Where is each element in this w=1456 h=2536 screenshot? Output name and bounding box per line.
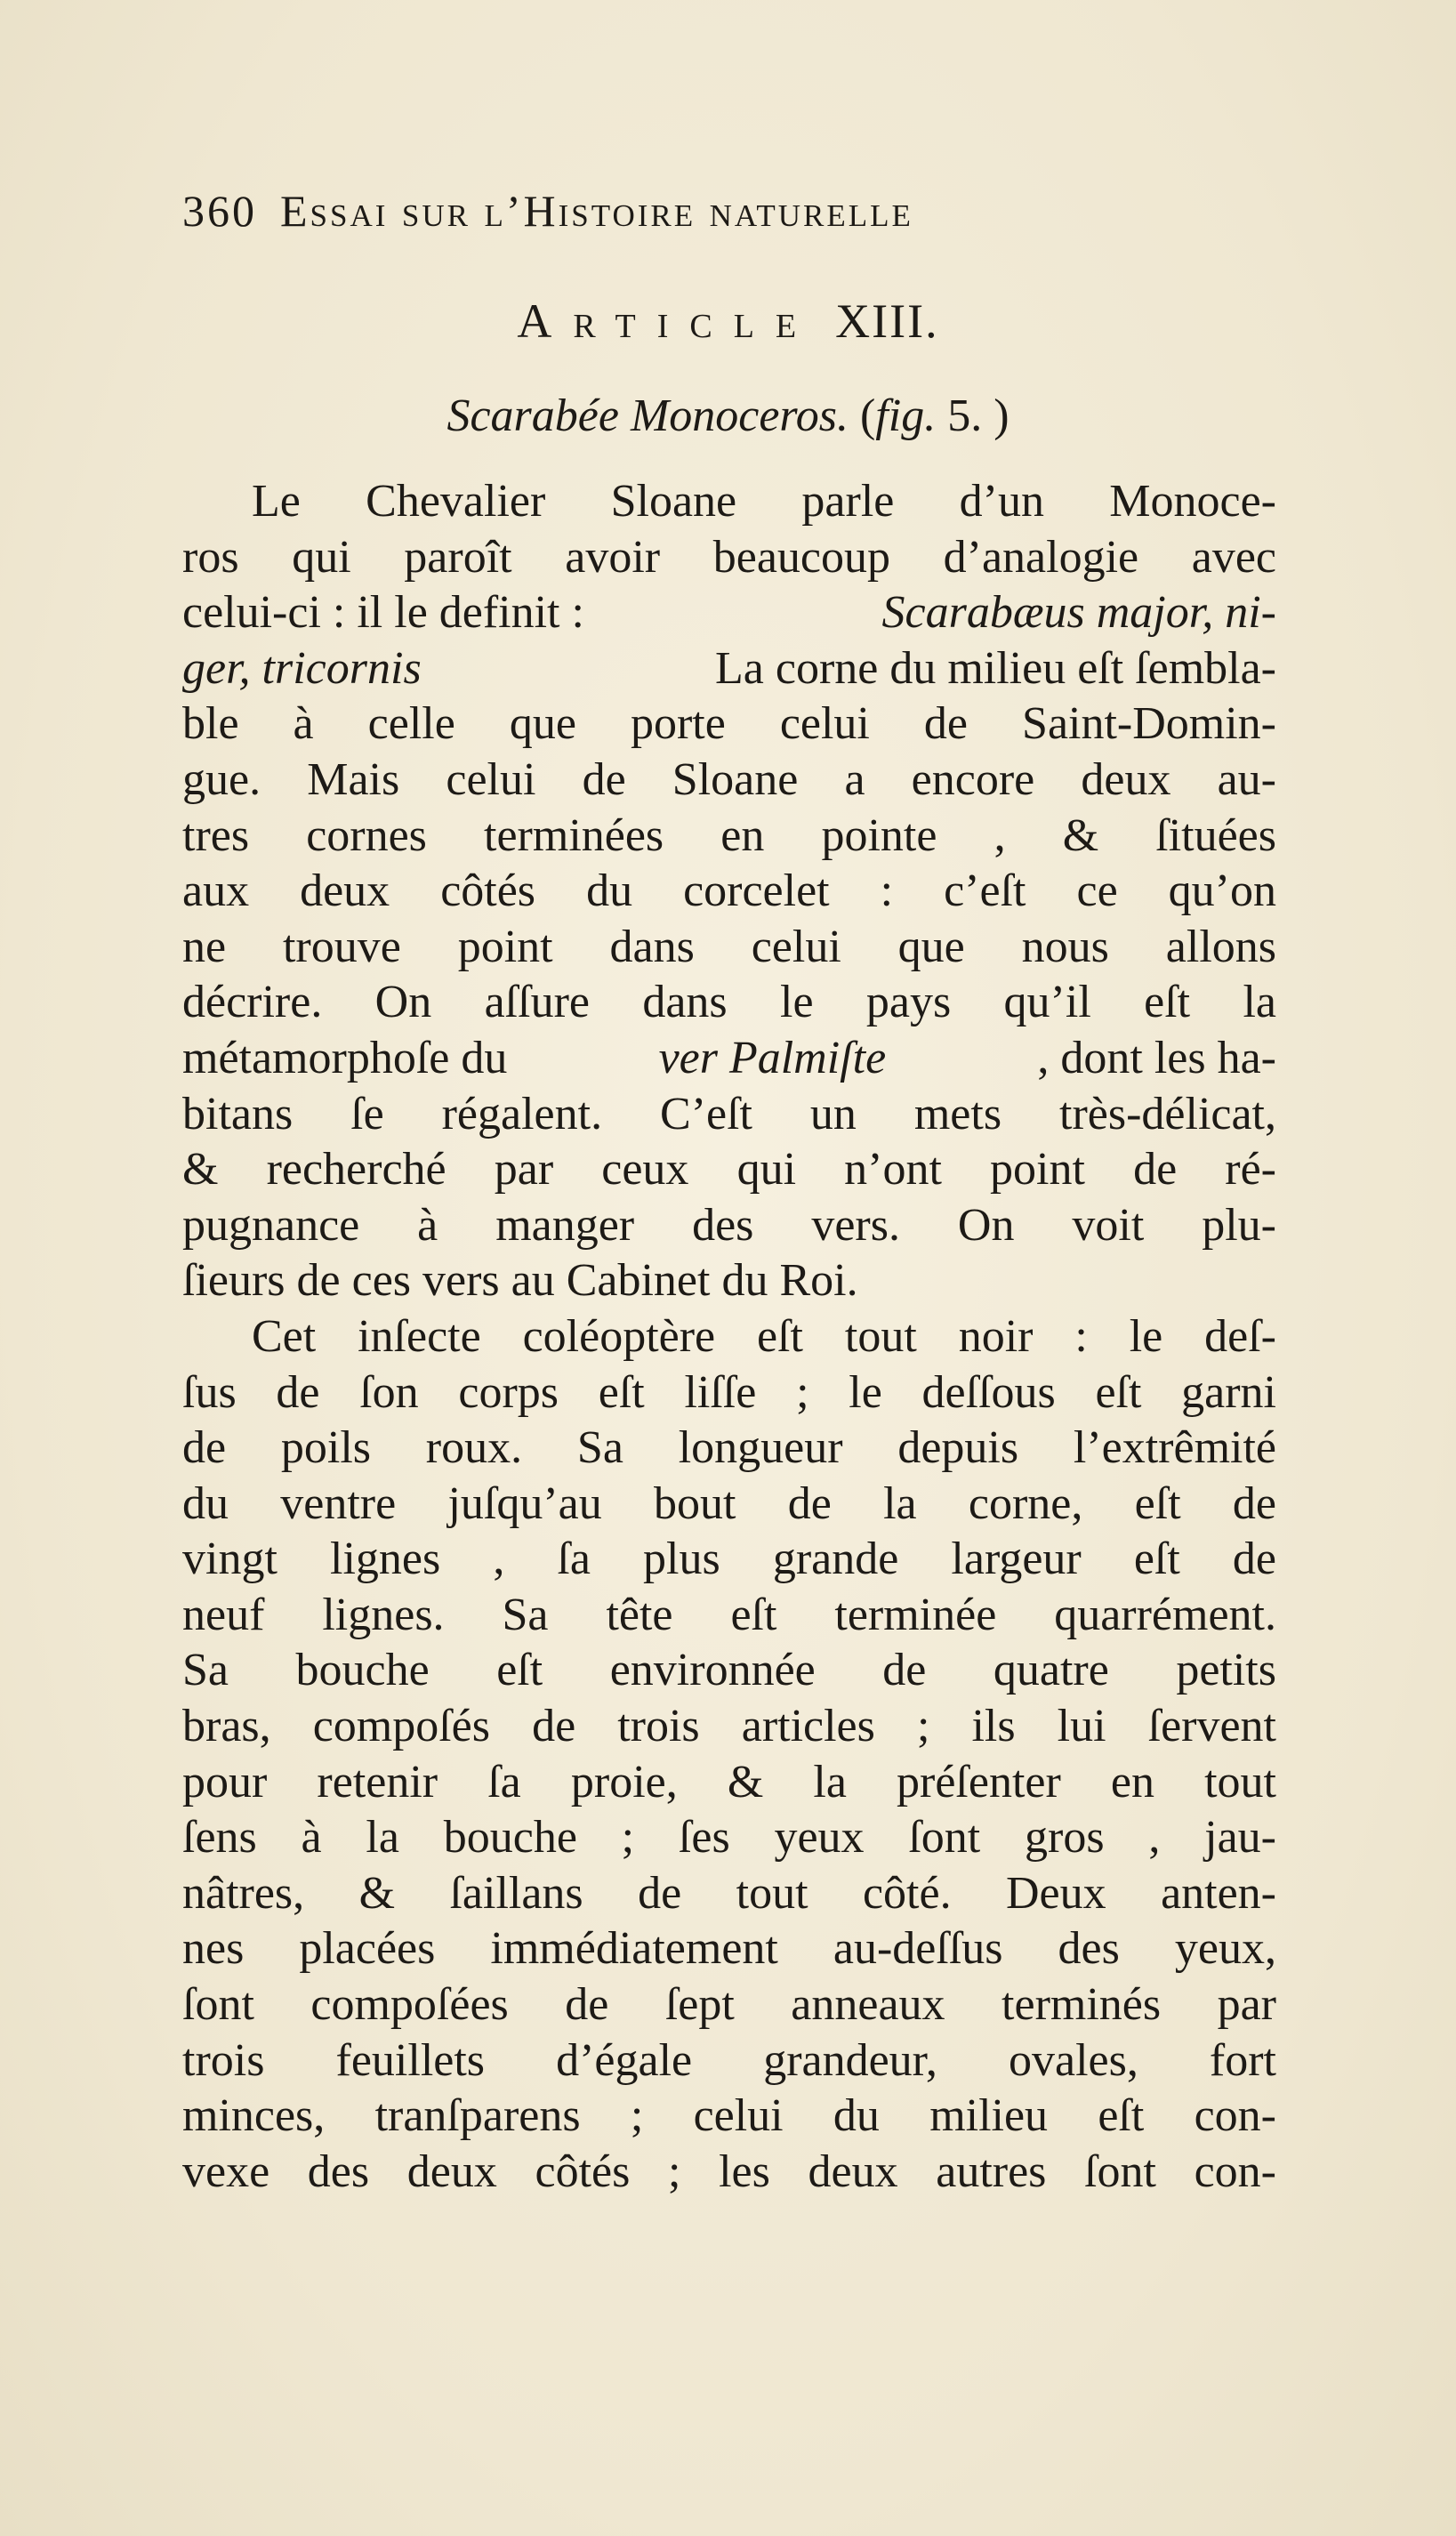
text-line: vingt lignes , ſa plus grande largeur eſt de	[182, 1534, 1276, 1585]
text-line: gue. Mais celui de Sloane a encore deux au-	[182, 753, 1276, 805]
text-line: du ventre juſqu’au bout de la corne, eſt de	[182, 1477, 1276, 1529]
text-line: Cet inſecte coléoptère eſt tout noir : le deſ-	[252, 1310, 1276, 1362]
text-line: de poils roux. Sa longueur depuis l’extrêmité	[182, 1422, 1276, 1474]
text-line: ros qui paroît avoir beaucoup d’analogie avec	[182, 531, 1276, 583]
text-line: ne trouve point dans celui que nous allons	[182, 921, 1276, 972]
figure-number: 5. )	[936, 390, 1010, 441]
article-numeral: XIII.	[835, 294, 939, 348]
text-line: tres cornes terminées en pointe , & ſituées	[182, 809, 1276, 861]
text-line: ſieurs de ces vers au Cabinet du Roi.	[182, 1255, 858, 1307]
text-line: nes placées immédiatement au-deſſus des yeux,	[182, 1923, 1276, 1975]
text-line: bitans ſe régalent. C’eſt un mets très-délicat,	[182, 1088, 1276, 1139]
text-line: trois feuillets d’égale grandeur, ovales, fort	[182, 2034, 1276, 2086]
text-segment: La corne du milieu eſt ſembla-	[715, 642, 1276, 694]
text-line: ſus de ſon corps eſt liſſe ; le deſſous eſt garni	[182, 1366, 1276, 1418]
text-line: neuf lignes. Sa tête eſt terminée quarrément.	[182, 1589, 1276, 1640]
text-segment: celui-ci : il le definit :	[182, 587, 584, 639]
article-subtitle	[0, 390, 1456, 442]
text-line: & recherché par ceux qui n’ont point de ré-	[182, 1144, 1276, 1196]
article-heading	[0, 294, 1456, 349]
text-line	[182, 1031, 1276, 1087]
text-line: ſont compoſées de ſept anneaux terminés par	[182, 1979, 1276, 2031]
text-line: aux deux côtés du corcelet : c’eſt ce qu’on	[182, 865, 1276, 917]
text-line: ble à celle que porte celui de Saint-Domin-	[182, 698, 1276, 750]
text-line: ſens à la bouche ; ſes yeux ſont gros , jau-	[182, 1812, 1276, 1864]
latin-name: Scarabæus major, ni-	[881, 587, 1276, 639]
text-line: bras, compoſés de trois articles ; ils lui ſervent	[182, 1701, 1276, 1752]
running-title: Essai sur l’Histoire naturelle	[280, 186, 913, 236]
text-line: pour retenir ſa proie, & la préſenter en tout	[182, 1756, 1276, 1807]
running-head	[182, 185, 1276, 256]
text-line: nâtres, & ſaillans de tout côté. Deux anten-	[182, 1867, 1276, 1919]
text-line	[182, 641, 1276, 697]
text-segment: , dont les ha-	[1037, 1032, 1276, 1083]
text-line: pugnance à manger des vers. On voit plu-	[182, 1199, 1276, 1251]
figure-open-paren: (	[859, 390, 876, 441]
text-line: vexe des deux côtés ; les deux autres ſont con-	[182, 2146, 1276, 2197]
text-line: Le Chevalier Sloane parle d’un Monoce-	[252, 476, 1276, 527]
species-name: Scarabée Monoceros.	[446, 390, 849, 441]
figure-label: fig.	[875, 390, 937, 441]
text-line	[182, 585, 1276, 641]
text-segment: métamorphoſe du	[182, 1032, 508, 1083]
species-reference: ver Palmiſte	[658, 1032, 887, 1083]
article-word: Article	[517, 294, 818, 348]
latin-name: ger, tricornis	[182, 642, 422, 694]
text-line: décrire. On aſſure dans le pays qu’il eſt la	[182, 977, 1276, 1028]
text-line: Sa bouche eſt environnée de quatre petits	[182, 1645, 1276, 1696]
page-number: 360	[182, 186, 257, 236]
figure-reference	[860, 390, 1010, 441]
text-line: minces, tranſparens ; celui du milieu eſt con-	[182, 2090, 1276, 2142]
body-text	[182, 474, 1276, 2200]
